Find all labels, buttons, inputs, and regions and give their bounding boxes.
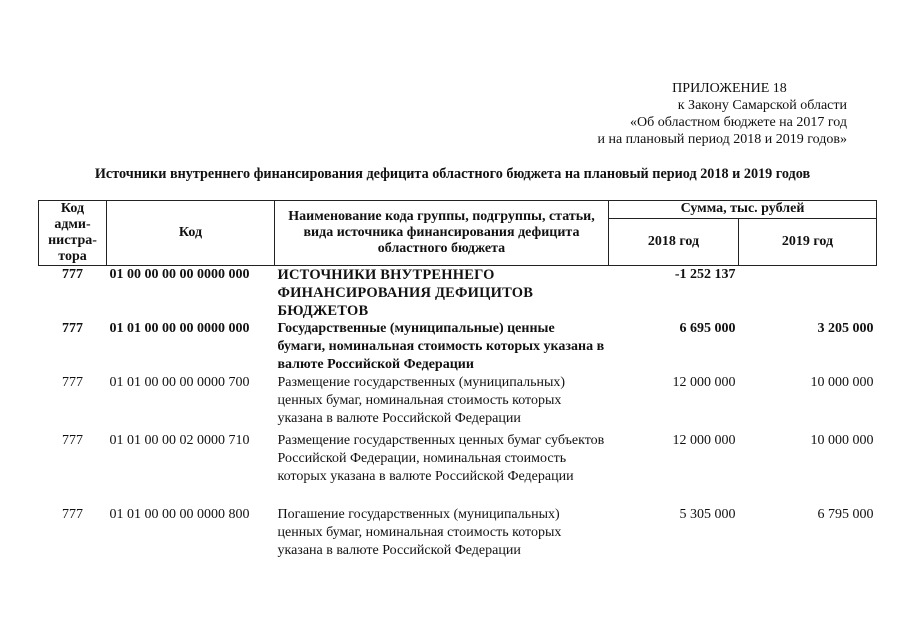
header-admin-code: Код адми-нистра-тора <box>39 201 107 266</box>
header-sum: Сумма, тыс. рублей <box>609 201 877 219</box>
amount-2018-cell: 6 695 000 <box>679 321 736 336</box>
code-cell: 01 01 00 00 00 0000 000 <box>109 321 250 336</box>
name-cell: ИСТОЧНИКИ ВНУТРЕННЕГО ФИНАНСИРОВАНИЯ ДЕФИЦИТОВ БЮДЖЕТОВ <box>277 267 534 319</box>
admin-code-cell: 777 <box>62 267 83 282</box>
amount-2019-cell: 3 205 000 <box>817 321 874 336</box>
amount-2018-cell: 5 305 000 <box>679 507 736 522</box>
name-cell: Государственные (муниципальные) ценные бумаги, номинальная стоимость которых указана в валюте Российской Федерации <box>277 321 605 372</box>
table-row <box>39 320 877 374</box>
code-cell: 01 01 00 00 02 0000 710 <box>109 433 250 448</box>
amount-2018-cell: 12 000 000 <box>672 433 736 448</box>
financing-sources-table <box>38 200 877 566</box>
amount-2019-cell: 10 000 000 <box>810 375 874 390</box>
code-cell: 01 01 00 00 00 0000 800 <box>109 507 250 522</box>
appendix-law-name: «Об областном бюджете на 2017 год <box>630 115 847 130</box>
header-name: Наименование кода группы, подгруппы, статьи, вида источника финансирования дефицита областного бюджета <box>275 201 609 266</box>
amount-2019-cell <box>739 266 877 321</box>
appendix-title: ПРИЛОЖЕНИЕ 18 <box>672 81 787 96</box>
amount-2018-cell: 12 000 000 <box>672 375 736 390</box>
admin-code-cell: 777 <box>62 375 83 390</box>
table-row <box>39 432 877 506</box>
appendix-period: и на плановый период 2018 и 2019 годов» <box>597 132 847 147</box>
code-cell: 01 01 00 00 00 0000 700 <box>109 375 250 390</box>
header-year-2019: 2019 год <box>739 218 877 265</box>
admin-code-cell: 777 <box>62 507 83 522</box>
name-cell: Размещение государственных (муниципальных) ценных бумаг, номинальная стоимость которых указана в валюте Российской Федерации <box>277 375 566 426</box>
document-title: Источники внутреннего финансирования дефицита областного бюджета на плановый период 2018 и 2019 годов <box>94 166 811 182</box>
amount-2018-cell: -1 252 137 <box>674 267 736 282</box>
admin-code-cell: 777 <box>62 433 83 448</box>
table-row <box>39 506 877 566</box>
header-code: Код <box>107 201 275 266</box>
appendix-block <box>517 80 847 148</box>
table-row <box>39 266 877 321</box>
header-year-2018: 2018 год <box>609 218 739 265</box>
name-cell: Размещение государственных ценных бумаг субъектов Российской Федерации, номинальная стоимость которых указана в валюте Российской Федерации <box>277 433 605 484</box>
code-cell: 01 00 00 00 00 0000 000 <box>109 267 250 282</box>
table-row <box>39 374 877 432</box>
name-cell: Погашение государственных (муниципальных) ценных бумаг, номинальная стоимость которых указана в валюте Российской Федерации <box>277 507 562 558</box>
amount-2019-cell: 6 795 000 <box>817 507 874 522</box>
admin-code-cell: 777 <box>62 321 83 336</box>
appendix-law: к Закону Самарской области <box>677 98 847 113</box>
amount-2019-cell: 10 000 000 <box>810 433 874 448</box>
